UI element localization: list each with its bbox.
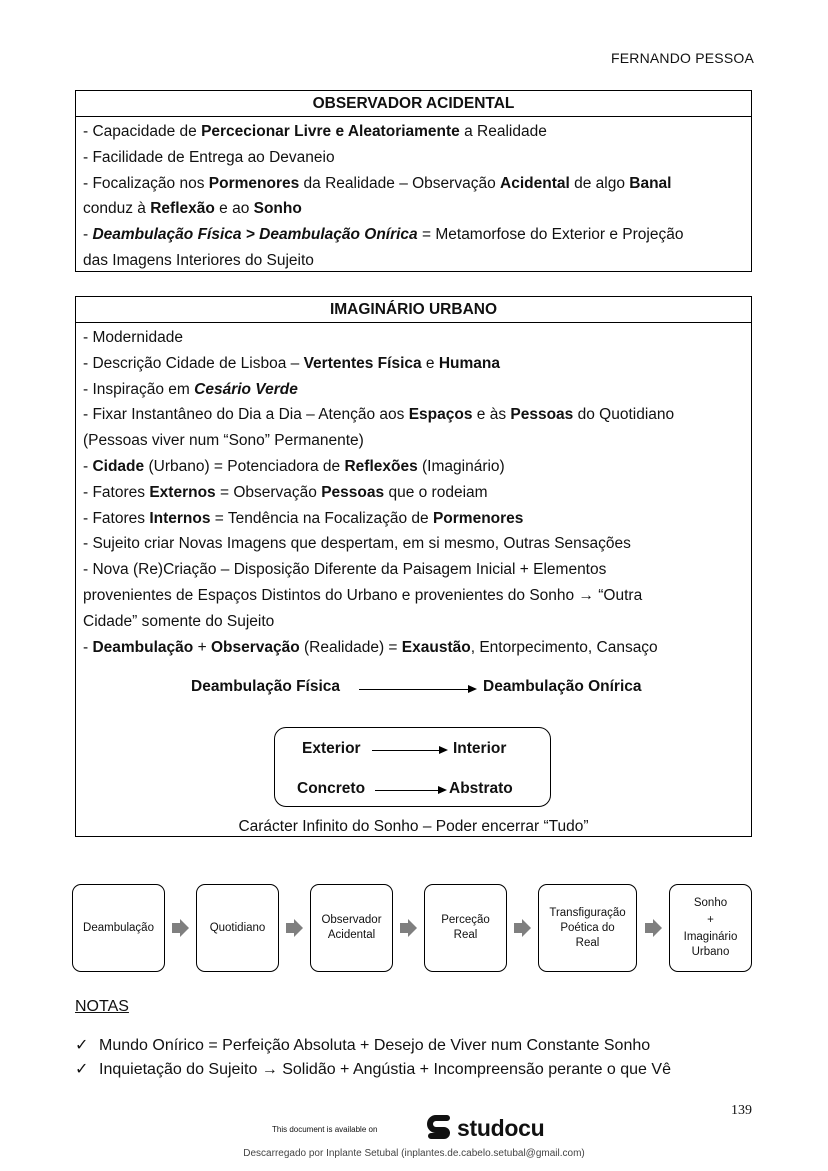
text-line [83, 583, 744, 609]
text-segment: - Capacidade de [83, 123, 202, 140]
text-segment: (Imaginário) [417, 457, 505, 475]
text-segment: e [421, 354, 439, 372]
box-body [76, 323, 751, 664]
process-step-line: Transfiguração [549, 906, 626, 919]
text-segment: que o rodeiam [384, 483, 488, 501]
process-step [538, 884, 637, 972]
text-segment: , Entorpecimento, Cansaço [470, 638, 658, 656]
pair1-arrow-line [372, 750, 440, 751]
text-segment: a Realidade [459, 123, 547, 140]
text-segment: = Metamorfose do Exterior e Projeção [417, 226, 684, 244]
text-segment: - [83, 457, 93, 475]
closing-statement: Carácter Infinito do Sonho – Poder encerrar “Tudo” [238, 818, 589, 836]
text-segment: - Nova (Re)Criação – Disposição Diferente da Paisagem Inicial + Elementos [83, 561, 607, 579]
process-step-line: Real [453, 929, 478, 941]
process-step-line: Observador [321, 914, 382, 926]
text-line [83, 506, 744, 532]
process-step-line: Perceção [441, 914, 490, 926]
notes-title: NOTAS [75, 998, 129, 1015]
note-item [75, 1035, 650, 1055]
process-step-label [441, 913, 490, 943]
text-line [83, 428, 744, 454]
text-segment: Cidade [92, 457, 145, 475]
text-line [83, 609, 744, 635]
text-segment: - Focalização nos [83, 174, 209, 192]
box-title: OBSERVADOR ACIDENTAL [76, 91, 751, 117]
pair2-from: Concreto [297, 780, 366, 798]
process-step-line: + [707, 914, 714, 926]
process-step-line: Imaginário [683, 931, 738, 943]
text-segment: - Sujeito criar Novas Imagens que despertam, em si mesmo, Outras Sensações [83, 535, 631, 553]
text-segment: Percecionar Livre e Aleatoriamente [201, 123, 460, 140]
note-text: Mundo Onírico = Perfeição Absoluta + Desejo de Viver num Constante Sonho [99, 1037, 651, 1054]
text-line [83, 119, 744, 145]
process-step-line: Sonho [693, 897, 728, 909]
text-segment: = Tendência na Focalização de [210, 509, 433, 527]
text-segment: Exaustão [401, 638, 471, 656]
text-segment: - Fatores [83, 509, 150, 527]
text-segment: das Imagens Interiores do Sujeito [83, 251, 314, 269]
text-segment: provenientes de Espaços Distintos do Urbano e provenientes do Sonho → “Outra [83, 586, 643, 604]
note-text: Inquietação do Sujeito → Solidão + Angústia + Incompreensão perante o que Vê [99, 1061, 671, 1078]
text-segment: Cidade” somente do Sujeito [83, 612, 275, 630]
text-segment: - [83, 638, 93, 656]
process-step-line: Deambulação [83, 921, 154, 934]
header-author: FERNANDO PESSOA [610, 50, 754, 66]
text-line [83, 635, 744, 661]
text-segment: Deambulação Física > Deambulação Onírica [92, 226, 418, 244]
text-segment: Cesário Verde [194, 380, 298, 398]
pair2-to: Abstrato [449, 780, 513, 798]
text-segment: de algo [569, 174, 630, 192]
flow-arrow-line [359, 689, 469, 690]
text-segment: Reflexão [150, 200, 215, 218]
process-step-line: Poética do [560, 921, 615, 934]
text-segment: e ao [214, 200, 254, 218]
text-line [83, 248, 744, 274]
arrow-right-icon [438, 786, 447, 794]
text-segment: Acidental [500, 174, 570, 192]
text-line [83, 171, 744, 197]
text-segment: Pormenores [208, 174, 300, 192]
pair2-arrow-line [375, 790, 439, 791]
text-segment: Sonho [253, 200, 302, 218]
gray-arrow-icon [171, 918, 191, 938]
process-step-line: Real [575, 936, 600, 949]
arrow-right-icon [468, 685, 477, 693]
gray-arrow-icon [644, 918, 664, 938]
text-segment: - Fatores [83, 483, 150, 501]
pair1-to: Interior [453, 740, 507, 758]
text-segment: - Modernidade [83, 329, 183, 346]
text-segment: da Realidade – Observação [299, 174, 501, 192]
process-step-label [83, 921, 154, 936]
text-segment: Pormenores [432, 509, 524, 527]
check-icon: ✓ [75, 1061, 89, 1078]
process-step [424, 884, 507, 972]
note-item [75, 1059, 671, 1079]
text-line [83, 480, 744, 506]
text-line [83, 145, 744, 171]
exterior-interior-frame [274, 727, 551, 807]
text-line [83, 454, 744, 480]
flow-from-label: Deambulação Física [191, 678, 341, 696]
imaginario-urbano-box [75, 296, 752, 837]
text-segment: = Observação [215, 483, 322, 501]
text-segment: Deambulação [92, 638, 194, 656]
text-segment: Observação [210, 638, 300, 656]
process-step [310, 884, 393, 972]
observador-acidental-box [75, 90, 752, 272]
process-step-line: Acidental [327, 929, 376, 941]
text-segment: Externos [149, 483, 216, 501]
flow-to-label: Deambulação Onírica [483, 678, 642, 696]
arrow-right-icon [439, 746, 448, 754]
gray-arrow-icon [399, 918, 419, 938]
studocu-logo-icon [425, 1111, 455, 1145]
studocu-logo[interactable] [425, 1111, 544, 1145]
text-segment: Humana [438, 354, 501, 372]
text-segment: conduz à [83, 200, 151, 218]
text-segment: + [193, 638, 211, 656]
process-step-label [684, 896, 738, 960]
text-segment: Espaços [408, 406, 473, 424]
text-segment: - Facilidade de Entrega ao Devaneio [83, 148, 335, 166]
text-segment: Internos [149, 509, 211, 527]
box-title: IMAGINÁRIO URBANO [76, 297, 751, 323]
text-segment: (Realidade) = [299, 638, 402, 656]
process-step [196, 884, 279, 972]
text-line [83, 325, 744, 351]
text-line [83, 196, 744, 222]
text-segment: Reflexões [344, 457, 418, 475]
availability-text: This document is available on [272, 1125, 378, 1134]
text-line [83, 557, 744, 583]
text-segment: Pessoas [510, 406, 574, 424]
text-segment: - Fixar Instantâneo do Dia a Dia – Atenção aos [83, 406, 409, 424]
text-segment: - [83, 226, 93, 244]
page-number: 139 [731, 1103, 752, 1118]
studocu-brand: studocu [457, 1114, 545, 1141]
gray-arrow-icon [513, 918, 533, 938]
text-segment: (Pessoas viver num “Sono” Permanente) [83, 432, 364, 450]
process-step-label [321, 913, 381, 943]
text-segment: Pessoas [321, 483, 385, 501]
box-body [76, 117, 751, 278]
deambulacao-diagram [76, 664, 751, 840]
check-icon: ✓ [75, 1037, 89, 1054]
process-step [72, 884, 165, 972]
text-line [83, 377, 744, 403]
text-segment: Vertentes Física [303, 354, 422, 372]
text-line [83, 351, 744, 377]
process-step [669, 884, 752, 972]
text-segment: - Inspiração em [83, 380, 195, 398]
text-line [83, 402, 744, 428]
process-step-line: Urbano [691, 946, 730, 958]
text-segment: Banal [629, 174, 672, 192]
process-step-label [210, 921, 266, 936]
text-segment: (Urbano) = Potenciadora de [144, 457, 345, 475]
text-line [83, 222, 744, 248]
gray-arrow-icon [285, 918, 305, 938]
pair1-from: Exterior [302, 740, 361, 758]
text-line [83, 531, 744, 557]
process-step-line: Quotidiano [209, 921, 266, 934]
text-segment: e às [472, 406, 511, 424]
text-segment: - Descrição Cidade de Lisboa – [83, 354, 304, 372]
download-footer: Descarregado por Inplante Setubal (inplantes.de.cabelo.setubal@gmail.com) [243, 1148, 585, 1159]
process-step-label [549, 906, 625, 951]
text-segment: do Quotidiano [573, 406, 675, 424]
